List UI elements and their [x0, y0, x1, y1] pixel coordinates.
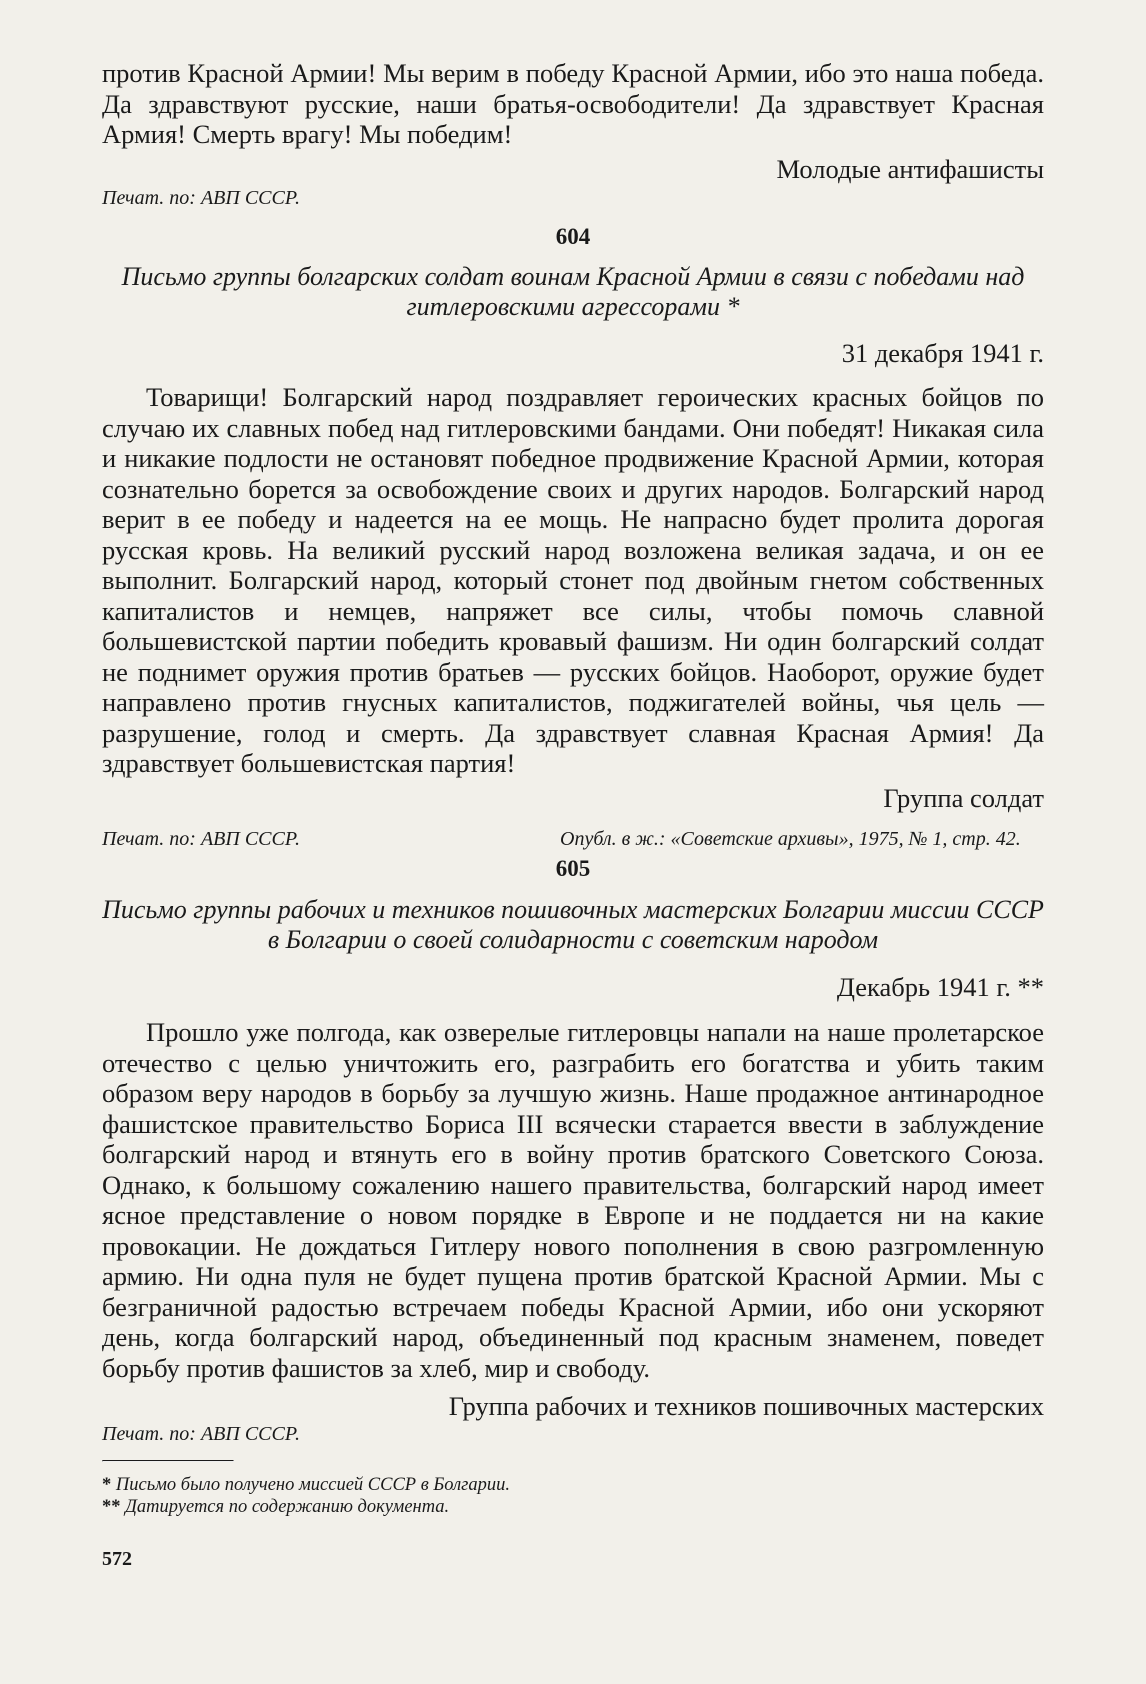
document-title-605: Письмо группы рабочих и техников пошивочных мастерских Болгарии миссии СССР в Болгарии о своей солидарности с советским народом — [102, 895, 1044, 954]
previous-letter-signature: Молодые антифашисты — [776, 153, 1044, 184]
document-publication-604: Опубл. в ж.: «Советские архивы», 1975, № 1, стр. 42. — [560, 828, 1021, 850]
document-page — [102, 58, 1044, 1571]
document-body-605: Прошло уже полгода, как озверелые гитлеровцы напали на наше пролетарское отечество с целью уничтожить его, разграбить его богатства и убить таким образом веру народов в борьбу за лучшую жизнь. Наше продажное антинародное фашистское правительство Бориса III всячески старается ввести в заблуждение болгарский народ и втянуть его в войну против братского Советского Союза. Однако, к большому сожалению нашего правительства, болгарский народ имеет ясное представление о новом порядке в Европе и не поддается ни на какие провокации. Не дождаться Гитлеру нового пополнения в свою разгромленную армию. Ни одна пуля не будет пущена против братской Красной Армии. Мы с безграничной радостью встречаем победы Красной Армии, ибо они ускоряют день, когда болгарский народ, объединенный под красным знаменем, поведет борьбу против фашистов за хлеб, мир и свободу. — [102, 1017, 1044, 1383]
page-number: 572 — [102, 1547, 132, 1570]
footnote-divider — [102, 1460, 234, 1462]
footnote-2-text: Датируется по содержанию документа. — [125, 1496, 450, 1517]
document-body-604: Товарищи! Болгарский народ поздравляет героических красных бойцов по случаю их славных побед над гитлеровскими бандами. Они победят! Никакая сила и никакие подлости не остановят победное продвижение Красной Армии, которая сознательно борется за освобождение своих и других народов. Болгарский народ верит в ее победу и надеется на ее мощь. Не напрасно будет пролита дорогая русская кровь. На великий русский народ возложена великая задача, и он ее выполнит. Болгарский народ, который стонет под двойным гнетом собственных капиталистов и немцев, напряжет все силы, чтобы помочь славной большевистской партии победить кровавый фашизм. Ни один болгарский солдат не поднимет оружия против братьев — русских бойцов. Наоборот, оружие будет направлено против гнусных капиталистов, поджигателей войны, чья цель — разрушение, голод и смерть. Да здравствует славная Красная Армия! Да здравствует большевистская партия! — [102, 382, 1044, 778]
previous-letter-source: Печат. по: АВП СССР. — [102, 187, 301, 209]
footnote-1-mark: * — [102, 1474, 112, 1495]
document-source-604: Печат. по: АВП СССР. — [102, 828, 301, 850]
document-title-604: Письмо группы болгарских солдат воинам Красной Армии в связи с победами над гитлеровскими агрессорами * — [121, 262, 1025, 321]
document-date-604: 31 декабря 1941 г. — [841, 338, 1044, 368]
document-number-605: 605 — [555, 856, 591, 881]
footnote-2-mark: ** — [102, 1496, 121, 1517]
document-signature-604: Группа солдат — [883, 782, 1044, 813]
document-number-604: 604 — [555, 224, 591, 249]
footnote-1-text: Письмо было получено миссией СССР в Болгарии. — [115, 1474, 510, 1495]
document-sources-604 — [102, 827, 1044, 851]
previous-letter-ending: против Красной Армии! Мы верим в победу Красной Армии, ибо это наша победа. Да здравствуют русские, наши братья-освободители! Да здравствует Красная Армия! Смерть врагу! Мы победим! — [102, 58, 1044, 149]
document-date-605: Декабрь 1941 г. ** — [836, 972, 1044, 1002]
document-source-605: Печат. по: АВП СССР. — [102, 1422, 301, 1445]
document-signature-605: Группа рабочих и техников пошивочных мастерских — [448, 1391, 1044, 1421]
footnote-1 — [102, 1474, 1044, 1496]
footnote-2 — [102, 1496, 1044, 1518]
